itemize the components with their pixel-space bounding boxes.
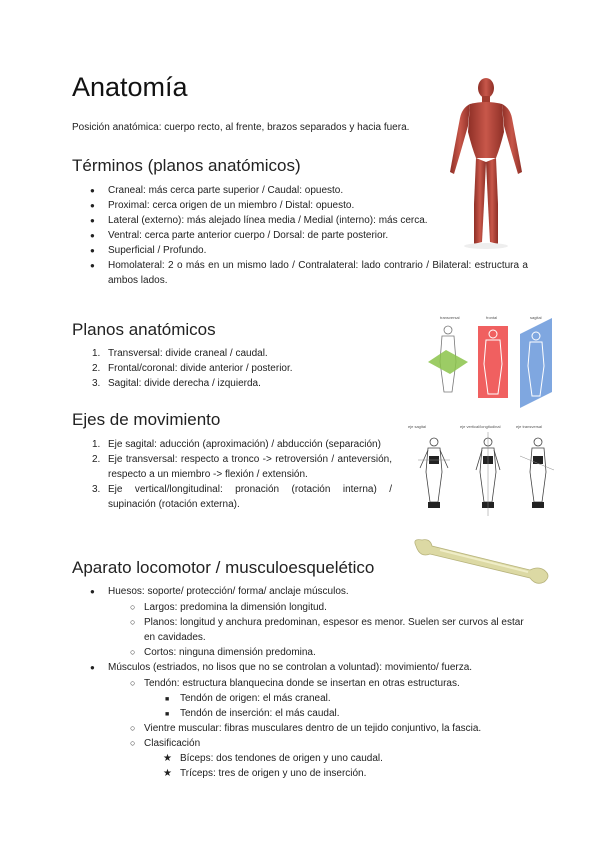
list-item: ■ Tendón de origen: el más craneal. <box>144 691 528 706</box>
anatomical-planes-figure <box>424 312 556 408</box>
plane-label-frontal: frontal <box>486 315 498 320</box>
list-item: ○ Largos: predomina la dimensión longitud. <box>108 600 528 615</box>
list-item: ○ Vientre muscular: fibras musculares dentro de un tejido conjuntivo, la fascia. <box>108 721 528 736</box>
intro-paragraph: Posición anatómica: cuerpo recto, al frente, brazos separados y hacia fuera. <box>72 122 410 133</box>
axes-list <box>72 437 392 512</box>
planes-list <box>72 346 412 391</box>
list-item: ○ Clasificación ★ Bíceps: dos tendones de origen y uno caudal. ★ Tríceps: tres de origen y uno de inserción. <box>108 736 528 781</box>
bones-sublist <box>108 600 528 660</box>
locomotor-list <box>72 584 528 781</box>
list-item: ○ Tendón: estructura blanquecina donde se insertan en otras estructuras. ■ Tendón de origen: el más craneal. ■ Tendón de inserción: el más caudal. <box>108 676 528 721</box>
page-title: Anatomía <box>72 72 188 102</box>
long-bone-figure <box>410 536 554 586</box>
list-item: ● Ventral: cerca parte anterior cuerpo / Dorsal: de parte posterior. <box>72 228 528 243</box>
list-item: ★ Tríceps: tres de origen y uno de inserción. <box>144 766 528 781</box>
list-item: ● Craneal: más cerca parte superior / Caudal: opuesto. <box>72 183 528 198</box>
list-item-muscles: ● Músculos (estriados, no lisos que no se controlan a voluntad): movimiento/ fuerza. ○ Tendón: estructura blanquecina donde se insertan en otras estructuras. ■ Tendón de origen: el más craneal. ■ Tendón de inserción: el más caudal. ○ Vientre muscular: fibras musculares dentro de un tejido conjuntivo, la fascia. ○ Clasificación ★ Bíceps: dos tendones de origen y uno caudal. ★ Tríceps: tres de origen y uno de inserción. <box>72 660 528 781</box>
list-item: 1. Transversal: divide craneal / caudal. <box>92 348 268 359</box>
plane-label-sagital: sagital <box>530 315 542 320</box>
movement-axes-figure <box>404 420 554 520</box>
tendon-sublist <box>144 691 528 721</box>
axis-label-transversal: eje transversal <box>516 424 543 429</box>
list-item: ● Proximal: cerca origen de un miembro / Distal: opuesto. <box>72 198 528 213</box>
list-item: ● Lateral (externo): más alejado línea media / Medial (interno): más cerca. <box>72 213 428 228</box>
list-item: 3. Sagital: divide derecha / izquierda. <box>92 378 261 389</box>
section-heading-terms: Términos (planos anatómicos) <box>72 156 301 175</box>
muscles-sublist <box>108 676 528 781</box>
axis-label-vertical: eje vertical/longitudinal <box>460 424 501 429</box>
list-item: ★ Bíceps: dos tendones de origen y uno caudal. <box>144 751 528 766</box>
section-heading-planes: Planos anatómicos <box>72 320 216 339</box>
transversal-plane <box>428 350 468 374</box>
list-item: ● Homolateral: 2 o más en un mismo lado / Contralateral: lado contrario / Bilateral: estructura a ambos lados. <box>72 258 528 288</box>
terms-list <box>72 183 528 288</box>
plane-label-transversal: transversal <box>440 315 460 320</box>
list-item: ■ Tendón de inserción: el más caudal. <box>144 706 528 721</box>
list-item-bones: ● Huesos: soporte/ protección/ forma/ anclaje músculos. ○ Largos: predomina la dimensión longitud. ○ Planos: longitud y anchura predominan, espesor es menor. Suelen ser curvos al estar en cavidades. ○ Cortos: ninguna dimensión predomina. <box>72 584 528 660</box>
list-item: 3. Eje vertical/longitudinal: pronación (rotación interna) / supinación (rotación externa). <box>92 484 392 510</box>
list-item: ● Superficial / Profundo. <box>72 243 528 258</box>
frontal-plane <box>478 326 508 398</box>
list-item: 2. Eje transversal: respecto a tronco -> retroversión / anteversión, respecto a un miembro -> flexión / extensión. <box>92 454 392 480</box>
classification-sublist <box>144 751 528 781</box>
list-item: ○ Planos: longitud y anchura predominan, espesor es menor. Suelen ser curvos al estar en cavidades. <box>108 615 528 645</box>
axis-label-sagital: eje sagital <box>408 424 427 429</box>
list-item: 1. Eje sagital: aducción (aproximación) / abducción (separación) <box>92 439 381 450</box>
section-heading-locomotor: Aparato locomotor / musculoesquelético <box>72 558 375 577</box>
list-item: ○ Cortos: ninguna dimensión predomina. <box>108 645 528 660</box>
list-item: 2. Frontal/coronal: divide anterior / posterior. <box>92 363 293 374</box>
section-heading-axes: Ejes de movimiento <box>72 410 221 429</box>
